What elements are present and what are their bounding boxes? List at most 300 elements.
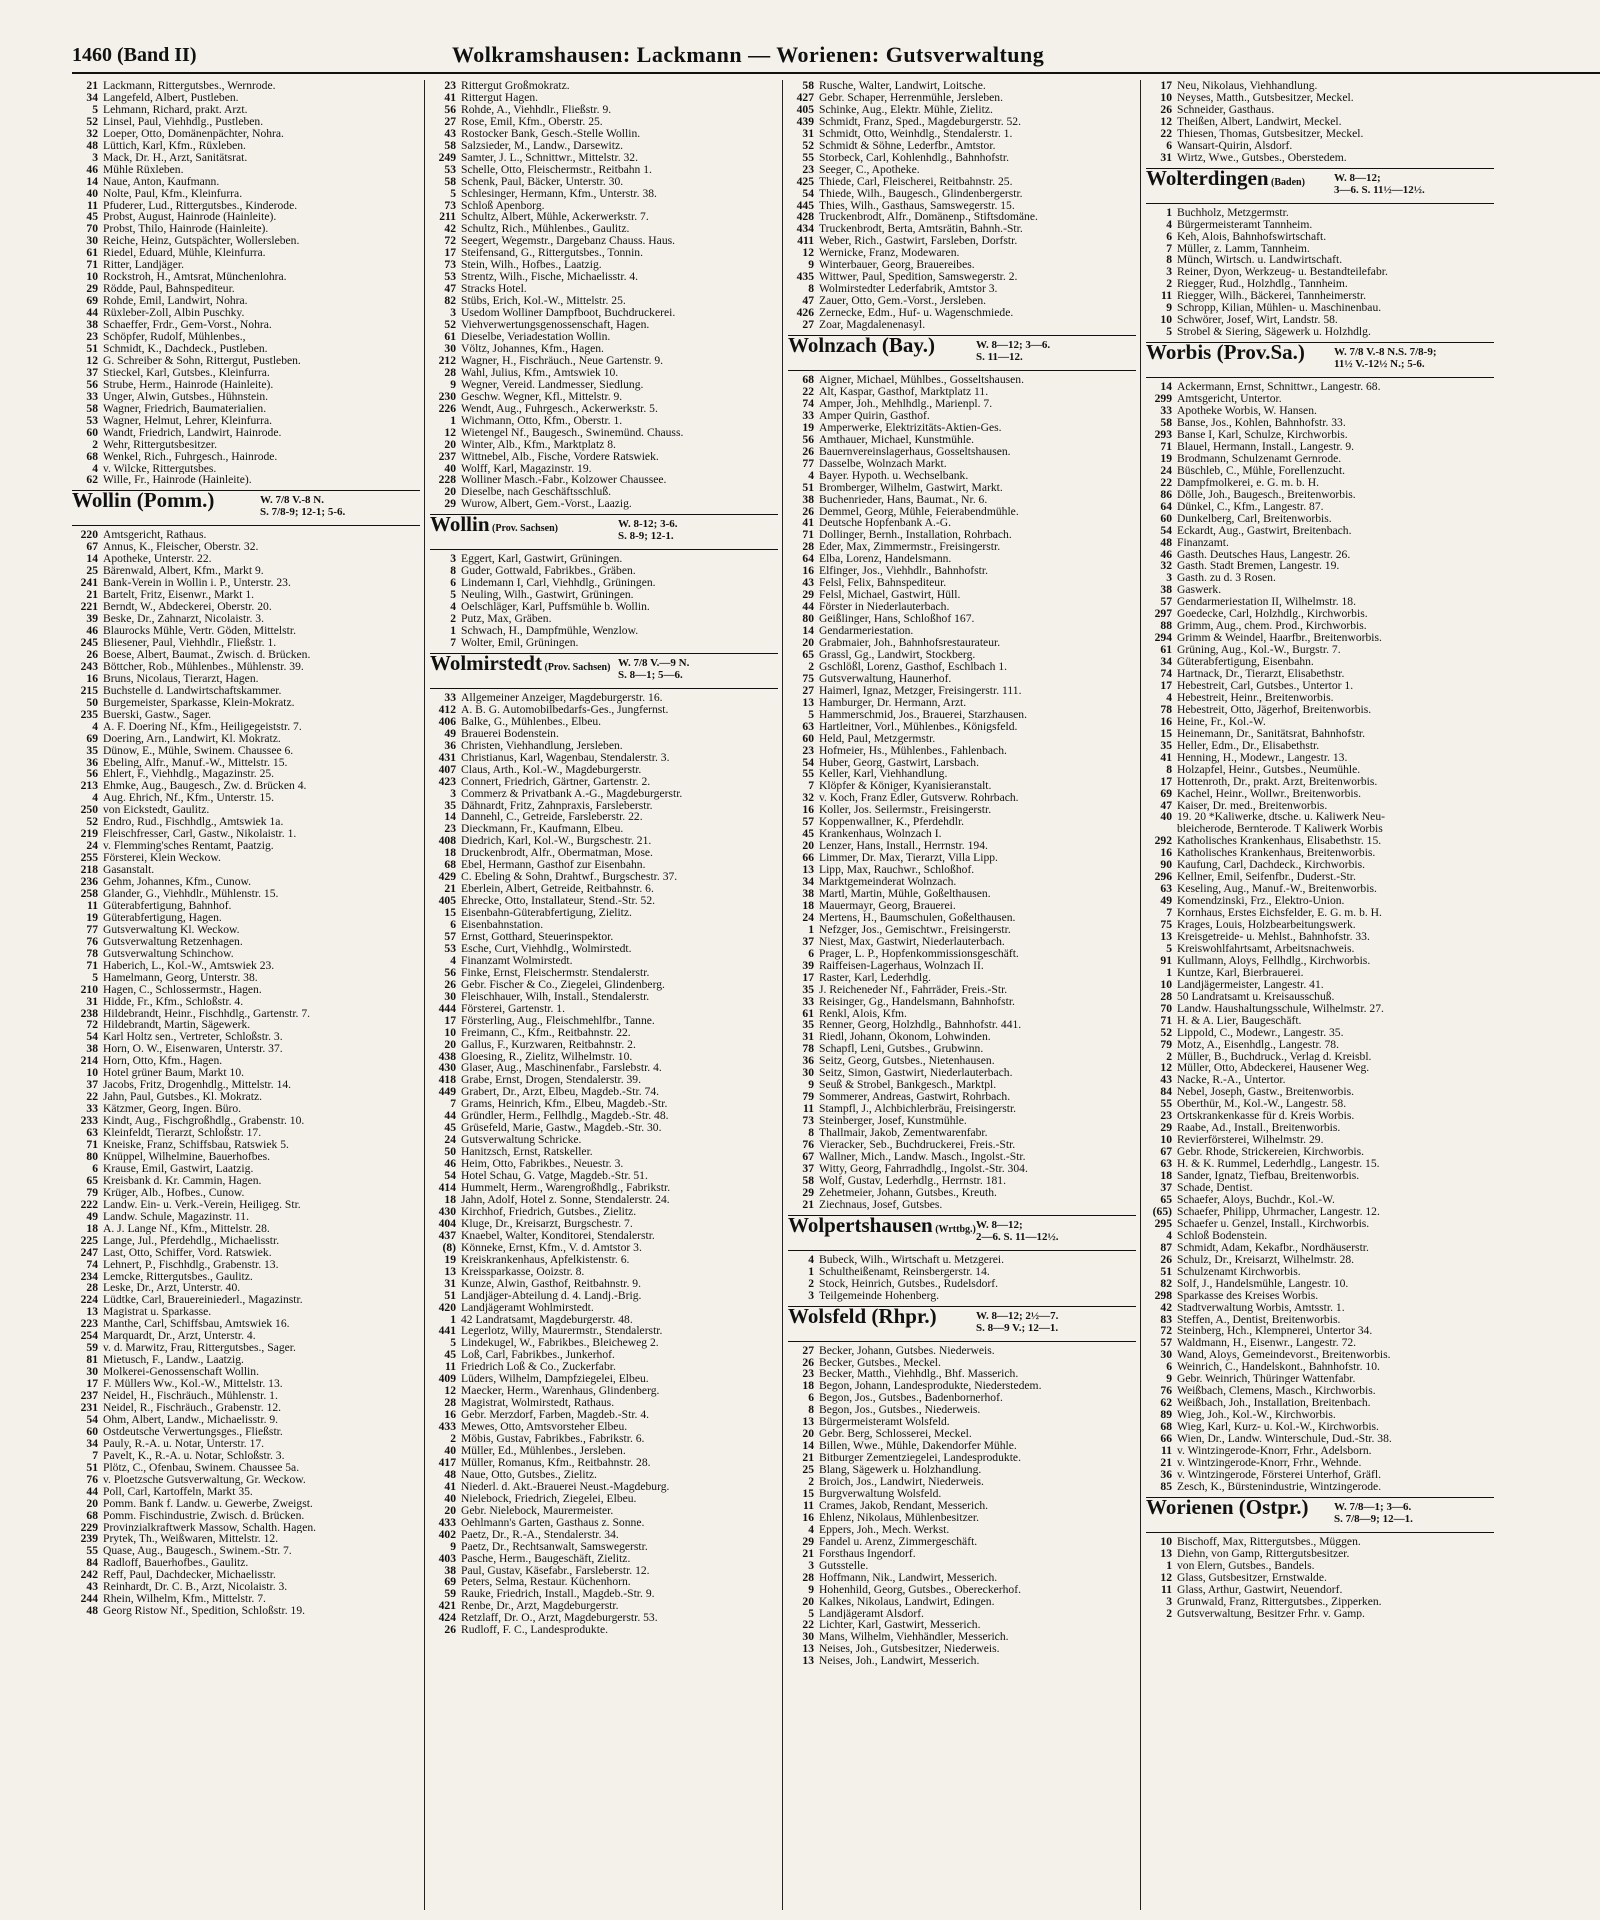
directory-entry [788,1380,1136,1392]
directory-entry [72,319,420,331]
entry-text: Peters, Selma, Restaur. Küchenhorn. [461,1576,631,1589]
phone-number: 6 [450,919,456,931]
entry-text: Grimm & Weindel, Haarfbr., Breitenworbis. [1177,632,1382,645]
directory-entry [430,474,778,486]
entry-text: Mans, Wilhelm, Viehhändler, Messerich. [819,1631,1009,1644]
entry-text: Kellner, Emil, Seifenfbr., Duderst.-Str. [1177,871,1356,884]
column-2 [430,80,778,1910]
directory-entry [72,852,420,864]
directory-entry [788,1464,1136,1476]
place-name: Wolpertshausen (Wrttbg.) [788,1212,976,1237]
directory-entry [72,1510,420,1522]
directory-entry [430,1600,778,1612]
directory-entry [72,1390,420,1402]
directory-entry [430,625,778,637]
entry-text: Revierförsterei, Wilhelmstr. 29. [1177,1134,1324,1147]
phone-number: 65 [802,648,814,661]
phone-number: 68 [802,374,814,386]
phone-number: 26 [444,978,456,991]
directory-entry [788,565,1136,577]
directory-entry [1146,823,1494,835]
directory-entry [1146,1457,1494,1469]
phone-number: 12 [1160,1571,1172,1584]
entry-text: Demmel, Georg, Mühle, Feierabendmühle. [819,505,1019,518]
phone-number: 69 [444,1576,456,1589]
entry-text: Maecker, Herm., Warenhaus, Glindenberg. [461,1385,660,1398]
phone-number: 3 [1166,1595,1172,1608]
phone-number: 213 [80,780,98,793]
entry-text: Weber, Rich., Gastwirt, Farsleben, Dorfstr. [819,235,1018,248]
entry-text: Aigner, Michael, Mühlbes., Gosseltshausen. [819,374,1024,386]
entry-text: Wagner, Friedrich, Baumaterialien. [103,402,267,415]
directory-entry [72,176,420,188]
place-name: Worienen (Ostpr.) [1146,1494,1309,1519]
directory-entry [1146,314,1494,326]
entry-text: Ortskrankenkasse für d. Kreis Worbis. [1177,1110,1355,1123]
entry-text: Stübs, Erich, Kol.-W., Mittelstr. 25. [461,295,626,308]
entry-text: Christen, Viehhandlung, Jersleben. [461,739,623,752]
entry-text: Ebeling, Alfr., Manuf.-W., Mittelstr. 15. [103,756,288,769]
directory-entry [788,295,1136,307]
phone-number: 229 [80,1521,98,1534]
directory-entry [788,164,1136,176]
directory-entry [72,804,420,816]
directory-entry [1146,1074,1494,1086]
entry-text: Wolmirstedter Lederfabrik, Amtstor 3. [819,283,998,296]
entry-text: Glass, Gutsbesitzer, Ernstwalde. [1177,1571,1327,1584]
directory-entry [1146,1325,1494,1337]
phone-number: 63 [802,720,814,733]
phone-number: 6 [450,577,456,590]
entry-text: Wichmann, Otto, Kfm., Oberstr. 1. [461,414,623,427]
phone-number: 76 [86,935,98,948]
entry-text: Bauernvereinslagerhaus, Gosseltshausen. [819,445,1011,458]
phone-number: 439 [796,115,814,128]
directory-entry [72,864,420,876]
phone-number: 38 [86,1043,98,1056]
phone-number: 11 [87,899,98,912]
directory-entry [788,1266,1136,1278]
directory-entry [72,792,420,804]
entry-text: Kunze, Alwin, Gasthof, Reitbahnstr. 9. [461,1277,642,1290]
phone-number: 23 [802,163,814,176]
entry-text: Hildebrandt, Martin, Sägewerk. [103,1019,251,1032]
entry-text: Lüttich, Karl, Kfm., Rüxleben. [103,139,246,152]
directory-entry [788,816,1136,828]
phone-number: 32 [86,127,98,140]
phone-number: 5 [1166,326,1172,339]
entry-text: Limmer, Dr. Max, Tierarzt, Villa Lipp. [819,852,998,865]
phone-number: 231 [80,1401,98,1414]
phone-number: 2 [1166,278,1172,291]
directory-entry [788,446,1136,458]
directory-entry [72,1486,420,1498]
phone-number: 66 [802,852,814,865]
phone-number: 58 [1160,417,1172,429]
entry-text: Mack, Dr. H., Arzt, Sanitätsrat. [103,151,248,164]
phone-number: 2 [450,613,456,626]
directory-entry [1146,1397,1494,1409]
directory-entry [72,1271,420,1283]
directory-entry [788,757,1136,769]
entry-text: Burgverwaltung Wolsfeld. [819,1487,942,1500]
phone-number: 31 [1160,151,1172,164]
directory-entry [1146,847,1494,859]
phone-number: 12 [802,247,814,260]
entry-text: Rostocker Bank, Gesch.-Stelle Wollin. [461,127,641,140]
directory-entry [430,1074,778,1086]
directory-entry [788,912,1136,924]
directory-entry [72,427,420,439]
directory-entry [1146,895,1494,907]
directory-entry [788,1163,1136,1175]
entry-text: Kleinfeldt, Tierarzt, Schloßstr. 17. [103,1127,262,1140]
directory-entry [72,697,420,709]
entry-text: Stadtverwaltung Worbis, Amtsstr. 1. [1177,1301,1345,1314]
phone-number: 48 [86,139,98,152]
entry-text: Buchholz, Metzgermstr. [1177,206,1289,219]
directory-entry [1146,549,1494,561]
phone-number: 212 [438,354,456,367]
entry-text: Rhein, Wilhelm, Kfm., Mittelstr. 7. [103,1593,266,1606]
entry-text: Geschw. Wegner, Kfl., Mittelstr. 9. [461,390,623,403]
directory-entry [788,506,1136,518]
place-name: Wollin (Pomm.) [72,488,215,513]
entry-text: Wenkel, Rich., Fuhrgesch., Hainrode. [103,450,278,463]
directory-entry [788,1548,1136,1560]
directory-entry [1146,326,1494,338]
place-heading [72,490,420,526]
directory-entry [72,996,420,1008]
entry-text: Marquardt, Dr., Arzt, Unterstr. 4. [103,1330,256,1343]
phone-number: 40 [444,1492,456,1505]
phone-number: 29 [802,589,814,602]
phone-number: 60 [802,732,814,745]
directory-entry [1146,859,1494,871]
directory-entry [1146,1015,1494,1027]
entry-text: Sparkasse des Kreises Worbis. [1177,1289,1319,1302]
phone-number: 46 [86,163,98,176]
phone-number: 19 [86,911,98,924]
phone-number: 21 [1160,1456,1172,1469]
phone-number: 12 [444,426,456,439]
entry-text: Grams, Heinrich, Kfm., Elbeu, Magdeb.-Str. [461,1098,668,1111]
directory-entry [1146,967,1494,979]
entry-text: Becker, Matth., Viehhdlg., Bhf. Masserich. [819,1368,1019,1381]
phone-number: 235 [80,708,98,721]
entry-text: Försterei, Klein Weckow. [103,852,221,865]
entry-text: Gutsverwaltung Schinchow. [103,947,234,960]
directory-entry [72,900,420,912]
phone-number: 28 [802,541,814,554]
directory-entry [1146,128,1494,140]
entry-text: Eder, Max, Zimmermstr., Freisingerstr. [819,541,1001,554]
phone-number: 30 [802,1631,814,1644]
phone-number: 54 [86,1031,98,1044]
entry-text: Lackmann, Rittergutsbes., Wernrode. [103,80,276,92]
entry-text: Gehm, Johannes, Kfm., Cunow. [103,876,252,888]
directory-entry [430,692,778,704]
directory-entry [788,996,1136,1008]
phone-number: 40 [1160,811,1172,824]
phone-number: 22 [802,1619,814,1632]
directory-entry [1146,266,1494,278]
directory-entry [788,1476,1136,1488]
directory-entry [788,223,1136,235]
entry-text: Diedrich, Karl, Kol.-W., Burgschestr. 21. [461,835,652,848]
phone-number: 71 [86,259,98,272]
entry-text: Klöpfer & Königer, Kyanisieranstalt. [819,780,992,793]
directory-entry [788,541,1136,553]
directory-entry [430,991,778,1003]
phone-number: 37 [86,1079,98,1092]
directory-entry [72,259,420,271]
phone-number: 29 [802,1186,814,1199]
directory-entry [788,1404,1136,1416]
directory-entry [72,1008,420,1020]
directory-entry [788,1067,1136,1079]
phone-number: 4 [808,1523,814,1536]
directory-entry [1146,871,1494,883]
entry-text: Alt, Kaspar, Gasthof, Marktplatz 11. [819,385,989,398]
directory-entry [430,931,778,943]
directory-entry [788,211,1136,223]
phone-number: 21 [802,1452,814,1465]
directory-entry [72,816,420,828]
directory-entry [430,1290,778,1302]
phone-number: 54 [86,1413,98,1426]
entry-text: Hildebrandt, Heinr., Fischhdlg., Gartenstr. 7. [103,1007,311,1020]
phone-number: 42 [1160,1301,1172,1314]
phone-number: 10 [1160,1535,1172,1548]
directory-entry [72,307,420,319]
phone-number: 10 [1160,314,1172,327]
phone-number: 31 [802,127,814,140]
directory-entry [72,960,420,972]
phone-number: 61 [444,331,456,343]
office-hours: W. 7/8—1; 3—6. S. 7/8—9; 12—1. [1334,1500,1413,1525]
directory-entry [788,386,1136,398]
entry-text: Weinrich, C., Handelskont., Bahnhofstr. 10. [1177,1361,1380,1374]
entry-text: Neuling, Wilh., Gastwirt, Grüningen. [461,589,634,602]
phone-number: 27 [802,684,814,697]
phone-number: 35 [802,1019,814,1032]
phone-number: 43 [1160,1074,1172,1087]
directory-entry [72,1223,420,1235]
phone-number: 20 [802,1428,814,1441]
phone-number: 20 [86,1497,98,1510]
directory-entry [72,1115,420,1127]
entry-text: Riedl, Johann, Ökonom, Lohwinden. [819,1031,991,1044]
directory-entry [788,589,1136,601]
phone-number: 242 [80,1569,98,1582]
entry-text: Zernecke, Edm., Huf- u. Wagenschmiede. [819,307,1014,320]
directory-entry [430,1122,778,1134]
phone-number: 40 [444,1444,456,1457]
directory-entry [430,943,778,955]
phone-number: 19 [802,421,814,434]
directory-entry [430,1134,778,1146]
entry-text: Allgemeiner Anzeiger, Magdeburgerstr. 16. [461,691,663,704]
entry-text: Bärenwald, Albert, Kfm., Markt 9. [103,565,264,578]
directory-entry [1146,668,1494,680]
place-qualifier: (Wrttbg.) [932,1223,976,1235]
entry-text: Wandt, Friedrich, Landwirt, Hainrode. [103,426,282,439]
phone-number: 74 [802,397,814,410]
entry-text: Banse I, Karl, Schulze, Kirchworbis. [1177,428,1348,441]
entry-text: v. Ploetzsche Gutsverwaltung, Gr. Weckow. [103,1473,306,1486]
phone-number: 47 [444,283,456,296]
phone-number: 3 [450,787,456,800]
directory-entry [72,343,420,355]
directory-entry [788,247,1136,259]
directory-entry [430,1397,778,1409]
phone-number: 24 [444,1134,456,1147]
entry-text: Raabe, Ad., Install., Breitenworbis. [1177,1122,1341,1135]
directory-entry [72,80,420,92]
entry-text: Fleischhauer, Wilh, Install., Stendalerstr. [461,990,650,1003]
directory-entry [72,613,420,625]
directory-entry [788,1500,1136,1512]
directory-entry [430,343,778,355]
directory-entry [788,422,1136,434]
phone-number: 62 [1160,1397,1172,1410]
entry-text: Riedel, Eduard, Mühle, Kleinfurra. [103,247,266,260]
directory-entry [72,601,420,613]
phone-number: 429 [438,871,456,884]
entry-text: Brauerei Bodenstein. [461,727,559,740]
phone-number: 33 [802,409,814,422]
phone-number: 3 [450,553,456,566]
entry-text: Teilgemeinde Hohenberg. [819,1289,940,1302]
place-heading [1146,165,1494,204]
directory-entry [430,498,778,510]
phone-number: 221 [80,601,98,614]
phone-number: 250 [80,804,98,817]
phone-number: 33 [802,995,814,1008]
entry-text: Retzlaff, Dr. O., Arzt, Magdeburgerstr. 53. [461,1612,658,1625]
entry-text: Brodmann, Schulzenamt Gernrode. [1177,452,1342,465]
directory-entry [1146,441,1494,453]
entry-text: Kuntze, Karl, Bierbrauerei. [1177,966,1304,979]
directory-entry [72,948,420,960]
entry-text: Held, Paul, Metzgermstr. [819,732,936,745]
entry-text: Eisenbahnstation. [461,919,544,931]
phone-number: 4 [1166,1229,1172,1242]
directory-entry [788,470,1136,482]
directory-entry [72,757,420,769]
directory-entry [788,625,1136,637]
phone-number: 74 [86,1258,98,1271]
directory-entry [430,1182,778,1194]
directory-entry [72,840,420,852]
directory-entry [72,912,420,924]
entry-text: Paetz, Dr., Rechtsanwalt, Samswegerstr. [461,1540,648,1553]
directory-entry [72,972,420,984]
directory-entry [788,804,1136,816]
entry-text: Connert, Friedrich, Gärtner, Gartenstr. 2. [461,775,651,788]
entry-text: Könneke, Ernst, Kfm., V. d. Amtstor 3. [461,1241,642,1254]
phone-number: 71 [86,1139,98,1151]
entry-text: Lüdtke, Carl, Brauereiniederl., Magazinstr. [103,1294,303,1307]
phone-number: 21 [86,589,98,602]
entry-text: Horn, Otto, Kfm., Hagen. [103,1055,223,1068]
phone-number: 36 [802,1055,814,1068]
phone-number: 62 [86,474,98,487]
directory-entry [788,92,1136,104]
directory-entry [430,391,778,403]
entry-text: Weißbach, Joh., Installation, Breitenbach. [1177,1397,1371,1410]
phone-number: 430 [438,1205,456,1218]
phone-number: 417 [438,1456,456,1469]
directory-entry [430,1062,778,1074]
entry-text: Felsl, Michael, Gastwirt, Hüll. [819,589,961,602]
phone-number: 12 [1160,1062,1172,1075]
entry-text: v. Koch, Franz Edler, Gutsverw. Rohrbach. [819,792,1019,805]
entry-text: Kalkes, Nikolaus, Landwirt, Edingen. [819,1595,995,1608]
entry-text: Grüsefeld, Marie, Gastw., Magdeb.-Str. 30. [461,1122,662,1135]
phone-number: 57 [802,816,814,829]
phone-number: 4 [92,462,98,475]
directory-entry [1146,1608,1494,1620]
directory-entry [1146,465,1494,477]
entry-text: Dieselbe, nach Geschäftsschluß. [461,486,612,499]
entry-text: Wien, Dr., Landw. Winterschule, Dud.-Str. 38. [1177,1433,1392,1445]
entry-text: Landjägermeister, Langestr. 41. [1177,978,1324,991]
directory-entry [1146,489,1494,501]
entry-text: Jahn, Paul, Gutsbes., Kl. Mokratz. [103,1091,263,1104]
directory-entry [788,259,1136,271]
entry-text: Solf, J., Handelsmühle, Langestr. 10. [1177,1277,1349,1290]
directory-entry [1146,1206,1494,1218]
directory-entry [1146,302,1494,314]
phone-number: 67 [802,1150,814,1163]
entry-text: Reiner, Dyon, Werkzeug- u. Bestandteilefabr. [1177,266,1388,279]
directory-entry [430,704,778,716]
entry-text: Rödde, Paul, Bahnspediteur. [103,283,235,296]
directory-entry [72,745,420,757]
phone-number: 71 [1160,1014,1172,1027]
entry-text: Renbe, Dr., Arzt, Magdeburgerstr. [461,1600,619,1613]
entry-text: Becker, Johann, Gutsbes. Niederweis. [819,1344,995,1357]
phone-number: 41 [1160,751,1172,764]
phone-number: 39 [86,613,98,626]
entry-text: Kneiske, Franz, Schiffsbau, Ratswiek 5. [103,1139,289,1151]
phone-number: 3 [92,151,98,164]
entry-text: Wietengel Nf., Baugesch., Swinemünd. Chauss. [461,426,684,439]
phone-number: 9 [450,1540,456,1553]
phone-number: 5 [1166,942,1172,955]
entry-text: Schade, Dentist. [1177,1182,1253,1194]
directory-entry [1146,393,1494,405]
directory-entry [1146,596,1494,608]
entry-text: Gallus, F., Kurzwaren, Reitbahnstr. 2. [461,1038,636,1051]
entry-text: Magistrat u. Sparkasse. [103,1306,212,1319]
phone-number: 234 [80,1270,98,1283]
directory-entry [430,319,778,331]
phone-number: 56 [444,103,456,116]
directory-entry [1146,1536,1494,1548]
phone-number: 65 [1160,1193,1172,1206]
phone-number: 75 [802,672,814,685]
phone-number: 1 [808,1265,814,1278]
phone-number: 433 [438,1421,456,1434]
phone-number: 41 [444,91,456,104]
entry-text: Huber, Georg, Gastwirt, Larsbach. [819,756,979,769]
phone-number: 71 [802,529,814,542]
entry-text: Dünkel, C., Kfm., Langestr. 87. [1177,500,1324,513]
directory-entry [1146,116,1494,128]
